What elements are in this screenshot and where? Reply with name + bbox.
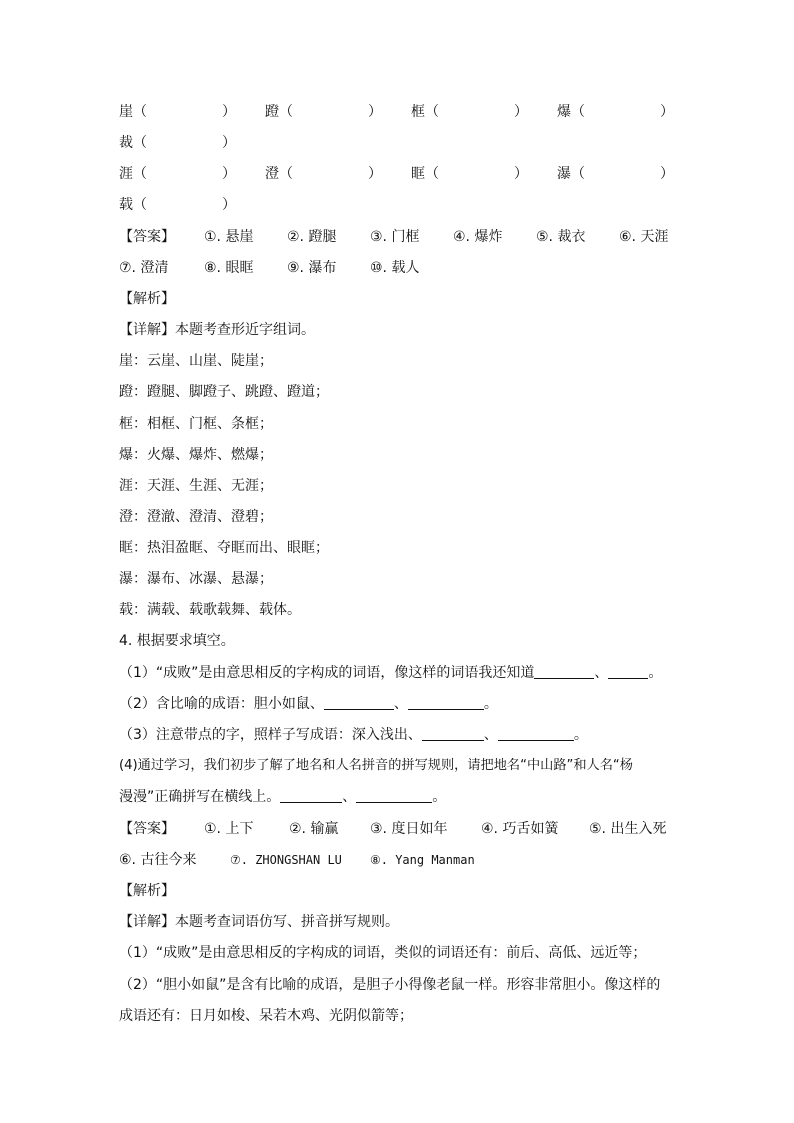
q4-sep: 、 bbox=[594, 665, 609, 681]
q3-detail-line-9: 载：满载、载歌载舞、载体。 bbox=[119, 602, 301, 618]
q3-char-4: 爆（ bbox=[557, 104, 585, 120]
q3-analysis-label: 【解析】 bbox=[119, 291, 175, 307]
q3-paren-9: ） bbox=[660, 166, 674, 182]
q3-char-1: 崖（ bbox=[119, 104, 147, 120]
q3-char-2: 蹬（ bbox=[265, 104, 293, 120]
q3-paren-2: ） bbox=[368, 104, 382, 120]
q4-item-4-text: 漫漫”正确拼写在横线上。 bbox=[119, 789, 281, 805]
q4-answer-1: ①. 上下 bbox=[204, 821, 254, 837]
q4-blank-6 bbox=[498, 726, 574, 741]
q3-detail-line-4: 爆：火爆、爆炸、燃爆； bbox=[119, 447, 273, 463]
q3-paren-7: ） bbox=[368, 166, 382, 182]
q4-title: 4. 根据要求填空。 bbox=[119, 633, 235, 649]
q3-detail-line-2: 蹬：蹬腿、脚蹬子、跳蹬、蹬道； bbox=[119, 384, 329, 400]
q3-paren-5: ） bbox=[222, 135, 236, 151]
q4-sep: 、 bbox=[393, 696, 408, 712]
q4-detail-line-2: （2）“胆小如鼠”是含有比喻的成语，是胆子小得像老鼠一样。形容非常胆小。像这样的 bbox=[119, 977, 661, 993]
q3-paren-6: ） bbox=[222, 166, 236, 182]
q4-detail-line-1: （1）“成败”是由意思相反的字构成的词语，类似的词语还有：前后、高低、远近等； bbox=[119, 945, 647, 961]
q3-detail-line-1: 崖：云崖、山崖、陡崖； bbox=[119, 353, 273, 369]
q3-answer-10: ⑩. 载人 bbox=[370, 260, 420, 276]
q3-char-6: 涯（ bbox=[119, 166, 147, 182]
q4-item-2-text: （2）含比喻的成语：胆小如鼠、 bbox=[119, 696, 324, 712]
q3-answer-8: ⑧. 眼眶 bbox=[204, 260, 254, 276]
q4-answer-6: ⑥. 古往今来 bbox=[119, 852, 197, 868]
q3-char-7: 澄（ bbox=[265, 166, 293, 182]
q4-end: 。 bbox=[432, 789, 447, 805]
q3-detail: 【详解】本题考查形近字组词。 bbox=[119, 322, 315, 338]
q3-char-8: 眶（ bbox=[411, 166, 439, 182]
q4-sep: 、 bbox=[342, 789, 357, 805]
q4-sep: 、 bbox=[483, 727, 498, 743]
q3-char-3: 框（ bbox=[411, 104, 439, 120]
q4-answer-label: 【答案】 bbox=[119, 821, 175, 837]
q4-answer-5: ⑤. 出生入死 bbox=[589, 821, 667, 837]
q3-paren-3: ） bbox=[514, 104, 528, 120]
q3-answer-6: ⑥. 天涯 bbox=[619, 229, 669, 245]
q4-answer-7: ⑦. ZHONGSHAN LU bbox=[230, 853, 342, 867]
q3-detail-line-6: 澄：澄澈、澄清、澄碧； bbox=[119, 509, 273, 525]
q4-blank-3 bbox=[324, 695, 394, 710]
q3-answer-3: ③. 门框 bbox=[370, 229, 420, 245]
q3-answer-4: ④. 爆炸 bbox=[453, 229, 503, 245]
q4-item-4-line-1: (4)通过学习，我们初步了解了地名和人名拼音的拼写规则，请把地名“中山路”和人名“杨 bbox=[119, 758, 633, 773]
q4-end: 。 bbox=[648, 665, 663, 681]
q3-detail-line-3: 框：相框、门框、条框； bbox=[119, 416, 273, 432]
q4-item-1 bbox=[119, 663, 662, 683]
q3-detail-line-8: 瀑：瀑布、冰瀑、悬瀑； bbox=[119, 571, 273, 587]
q3-paren-4: ） bbox=[660, 104, 674, 120]
q4-detail-line-3: 成语还有：日月如梭、呆若木鸡、光阴似箭等； bbox=[119, 1008, 413, 1024]
q3-answer-label: 【答案】 bbox=[119, 229, 175, 245]
q4-item-3-text: （3）注意带点的字，照样子写成语：深入浅出、 bbox=[119, 727, 422, 743]
q3-char-5: 裁（ bbox=[119, 135, 147, 151]
q4-answer-4: ④. 巧舌如簧 bbox=[481, 821, 559, 837]
q4-detail: 【详解】本题考查词语仿写、拼音拼写规则。 bbox=[119, 914, 399, 930]
q4-item-2 bbox=[119, 694, 498, 714]
q4-blank-5 bbox=[422, 726, 484, 741]
q3-answer-1: ①. 悬崖 bbox=[204, 229, 254, 245]
q4-answer-3: ③. 度日如年 bbox=[370, 821, 448, 837]
q3-answer-9: ⑨. 瀑布 bbox=[287, 260, 337, 276]
q3-paren-8: ） bbox=[514, 166, 528, 182]
q4-item-4-line-2 bbox=[119, 787, 446, 807]
q4-blank-4 bbox=[408, 695, 484, 710]
q4-answer-2: ②. 输赢 bbox=[289, 821, 339, 837]
q4-item-3 bbox=[119, 725, 588, 745]
q3-paren-1: ） bbox=[222, 104, 236, 120]
q4-blank-8 bbox=[356, 788, 432, 803]
q3-detail-line-5: 涯：天涯、生涯、无涯； bbox=[119, 478, 273, 494]
q4-analysis-label: 【解析】 bbox=[119, 883, 175, 899]
q4-end: 。 bbox=[483, 696, 498, 712]
q3-detail-line-7: 眶：热泪盈眶、夺眶而出、眼眶； bbox=[119, 540, 329, 556]
q4-end: 。 bbox=[573, 727, 588, 743]
q4-blank-2 bbox=[608, 664, 648, 679]
q3-answer-5: ⑤. 裁衣 bbox=[536, 229, 586, 245]
q3-answer-2: ②. 蹬腿 bbox=[287, 229, 337, 245]
q4-answer-8: ⑧. Yang Manman bbox=[370, 853, 475, 867]
q4-blank-1 bbox=[534, 664, 594, 679]
q4-item-1-text: （1）“成败”是由意思相反的字构成的词语，像这样的词语我还知道 bbox=[119, 665, 535, 681]
q4-blank-7 bbox=[280, 788, 342, 803]
q3-char-9: 瀑（ bbox=[557, 166, 585, 182]
q3-paren-10: ） bbox=[222, 197, 236, 213]
q3-char-10: 载（ bbox=[119, 197, 147, 213]
q3-answer-7: ⑦. 澄清 bbox=[119, 260, 169, 276]
